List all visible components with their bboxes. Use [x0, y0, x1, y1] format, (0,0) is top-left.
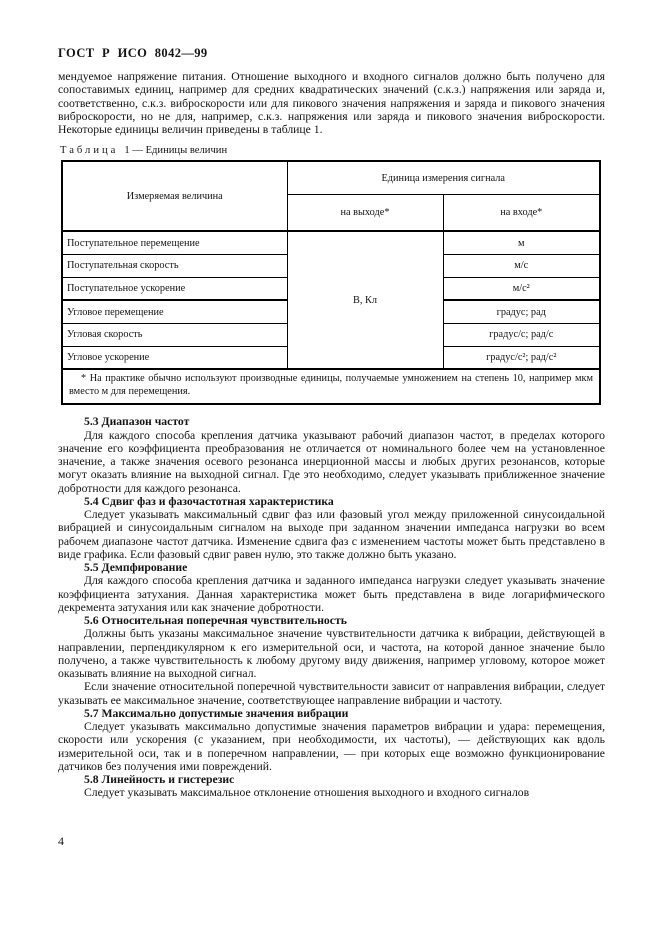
running-header: ГОСТ Р ИСО 8042—99: [58, 46, 208, 60]
table-row: [62, 231, 600, 254]
header-signal-unit: Единица измерения сигнала: [287, 161, 600, 194]
quantity-cell: Поступательное ускорение: [62, 277, 287, 300]
section-heading: 5.6 Относительная поперечная чувствительность: [84, 614, 347, 628]
table-header-row-1: [62, 161, 600, 194]
section-5-6: [58, 614, 605, 707]
section-paragraph: Должны быть указаны максимальное значение чувствительности датчика к вибрации, действующей в направлении, перпендикулярном к его измерительной оси, и частота, на которой данное значение было получено, а также чувствительность к любому другому виду движения, например угловому, которое может оказывать влияние на выходной сигнал.: [58, 627, 605, 681]
input-unit-cell: градус/с; рад/с: [443, 323, 600, 346]
section-5-8: [58, 773, 605, 800]
page-number: 4: [58, 834, 64, 848]
section-heading: 5.4 Сдвиг фаз и фазочастотная характеристика: [84, 494, 334, 508]
section-paragraph: Для каждого способа крепления датчика и заданного импеданса нагрузки следует указывать значение коэффициента затухания. Данная характеристика может быть представлена в виде логарифмического декремента затухания или как значение добротности.: [58, 574, 605, 614]
section-5-7: [58, 707, 605, 773]
section-paragraph: Следует указывать максимально допустимые значения параметров вибрации и удара: перемещения, скорости или ускорения (с указанием, при необходимости, их частоты), — действующих как вдоль измерительной оси, так и в поперечном направлении, — при которых еще возможно функционирование датчиков без получения ими повреждений.: [58, 720, 605, 773]
table-caption-word: Таблица: [60, 145, 119, 157]
quantity-cell: Угловая скорость: [62, 323, 287, 346]
section-heading: 5.8 Линейность и гистерезис: [84, 773, 235, 787]
section-paragraph: Для каждого способа крепления датчика указывают рабочий диапазон частот, в пределах которого значение его коэффициента преобразования не отличается от номинального более чем на установленное значение, а также значения осевого резонанса инерционной массы и любых других резонансов, которые могут оказать влияние на выходной сигнал. Где это необходимо, следует указывать приближенное значение добротности для каждого резонанса.: [58, 428, 605, 495]
section-5-4: [58, 495, 605, 561]
input-unit-cell: м/с: [443, 254, 600, 277]
quantity-cell: Поступательное перемещение: [62, 231, 287, 254]
section-paragraph: Следует указывать максимальное отклонение отношения выходного и входного сигналов: [84, 786, 530, 800]
input-unit-cell: градус/с²; рад/с²: [443, 346, 600, 369]
header-at-input: на входе*: [443, 194, 600, 231]
input-unit-cell: м: [443, 231, 600, 254]
table-footnote-row: [62, 369, 600, 404]
page-content: [58, 70, 605, 800]
header-measured-quantity: Измеряемая величина: [62, 161, 287, 231]
section-5-3: [58, 415, 605, 495]
units-table: [61, 160, 601, 405]
table-caption-title: 1 — Единицы величин: [124, 145, 228, 157]
output-unit-cell: В, Кл: [287, 231, 443, 369]
section-paragraph: Если значение относительной поперечной чувствительности зависит от направления вибрации, следует указывать ее максимальное значение, соответствующее направление вибрации и частоту.: [58, 680, 605, 707]
table-footnote: * На практике обычно используют производные единицы, получаемые умножением на степень 10, например мкм вместо м для перемещения.: [69, 373, 593, 397]
section-paragraph: Следует указывать максимальный сдвиг фаз или фазовый угол между приложенной синусоидальной вибрацией и синусоидальным сигналом на выходе при заданном значении импеданса нагрузки во всем рабочем диапазоне частот датчика. Изменение сдвига фаз с изменением частоты может быть представлено в виде графика. Если фазовый сдвиг равен нулю, это также должно быть указано.: [58, 508, 605, 561]
quantity-cell: Поступательная скорость: [62, 254, 287, 277]
section-5-5: [58, 561, 605, 614]
input-unit-cell: градус; рад: [443, 300, 600, 323]
input-unit-cell: м/с²: [443, 277, 600, 300]
section-heading: 5.5 Демпфирование: [84, 561, 188, 575]
table-caption: [60, 145, 605, 156]
header-at-output: на выходе*: [287, 194, 443, 231]
quantity-cell: Угловое ускорение: [62, 346, 287, 369]
intro-paragraph: мендуемое напряжение питания. Отношение выходного и входного сигналов должно быть получено для сопоставимых единиц, например для средних квадратических значений (с.к.з.) напряжения или заряда и, соответственно, с.к.з. виброскорости или для пикового значения напряжения и заряда и пикового значения виброскорости, но не для, например, с.к.з. напряжения или заряда и пикового значения виброскорости. Некоторые единицы величин приведены в таблице 1.: [58, 70, 605, 136]
quantity-cell: Угловое перемещение: [62, 300, 287, 323]
section-heading: 5.3 Диапазон частот: [84, 415, 190, 429]
section-heading: 5.7 Максимально допустимые значения вибрации: [84, 706, 349, 720]
